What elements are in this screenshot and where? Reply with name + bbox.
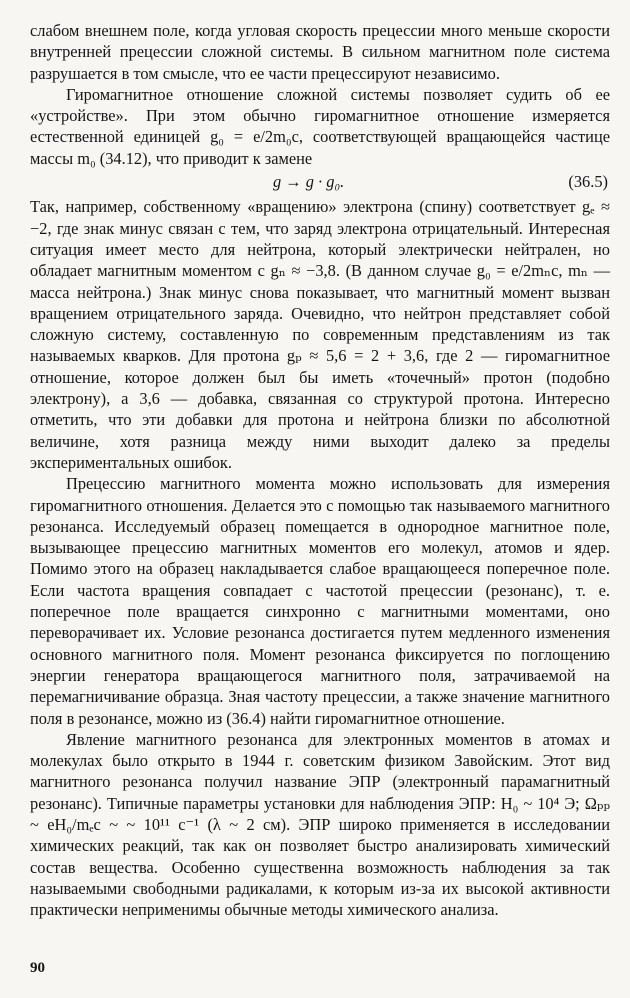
formula-number: (36.5) — [568, 172, 608, 192]
page-number: 90 — [30, 960, 45, 976]
paragraph-5: Явление магнитного резонанса для электронных моментов в атомах и молекулах было открыто в 1944 г. советским физиком Завойским. Этот вид магнитного резонанса получил название ЭПР (электронный парамагнитный резонанс). Типичные параметры установки для наблюдения ЭПР: H₀ ~ 10⁴ Э; Ωₚₚ ~ eH₀/mₑc ~ ~ 10¹¹ с⁻¹ (λ ~ 2 см). ЭПР широко применяется в исследовании химических реакций, так как он позволяет быстро анализировать химический состав вещества. Особенно существенна возможность наблюдения за так называемыми свободными радикалами, к которым из-за их высокой активности практически неприменимы обычные методы химического анализа. — [30, 729, 610, 920]
formula-36-5 — [30, 171, 610, 192]
paragraph-1: слабом внешнем поле, когда угловая скорость прецессии много меньше скорости внутренней прецессии сложной системы. В сильном магнитном поле система разрушается в том смысле, что ее части прецессируют независимо. — [30, 21, 610, 83]
body-text — [30, 20, 610, 920]
paragraph-2: Гиромагнитное отношение сложной системы позволяет судить об ее «устройстве». При этом обычно гиромагнитное отношение измеряется естественной единицей g₀ = e/2m₀c, соответствующей вращающейся частице массы m₀ (34.12), что приводит к замене — [30, 84, 610, 168]
paragraph-3: Так, например, собственному «вращению» электрона (спину) соответствует gₑ ≈ −2, где знак минус связан с тем, что заряд электрона отрицательный. Интересная ситуация имеет место для нейтрона, который электрически нейтрален, но обладает магнитным моментом с gₙ ≈ −3,8. (В данном случае g₀ = e/2mₙc, mₙ — масса нейтрона.) Знак минус снова показывает, что магнитный момент вызван вращением отрицательного заряда. Очевидно, что нейтрон представляет собой сложную систему, составленную по современным представлениям из так называемых кварков. Для протона gₚ ≈ 5,6 = 2 + 3,6, где 2 — гиромагнитное отношение, которое должен был бы иметь «точечный» протон (подобно электрону), а 3,6 — добавка, связанная со структурой протона. Интересно отметить, что эти добавки для протона и нейтрона близки по абсолютной величине, хотя разница между ними выходит далеко за пределы экспериментальных ошибок. — [30, 197, 610, 472]
formula-expression: g → g · g₀. — [273, 172, 345, 192]
paragraph-4: Прецессию магнитного момента можно использовать для измерения гиромагнитного отношения. Делается это с помощью так называемого магнитного резонанса. Исследуемый образец помещается в однородное магнитное поле, вызывающее прецессию магнитных моментов его молекул, атомов и ядер. Помимо этого на образец накладывается слабое вращающееся поперечное поле. Если частота вращения совпадает с частотой прецессии (резонанс), т. е. поперечное поле вращается синхронно с магнитными моментами, оно переворачивает их. Условие резонанса достигается путем медленного изменения основного магнитного поля. Момент резонанса фиксируется по поглощению энергии генератора вращающегося магнитного поля, затрачиваемой на перемагничивание образца. Зная частоту прецессии, а также значение магнитного поля в резонансе, можно из (36.4) найти гиромагнитное отношение. — [30, 474, 610, 728]
